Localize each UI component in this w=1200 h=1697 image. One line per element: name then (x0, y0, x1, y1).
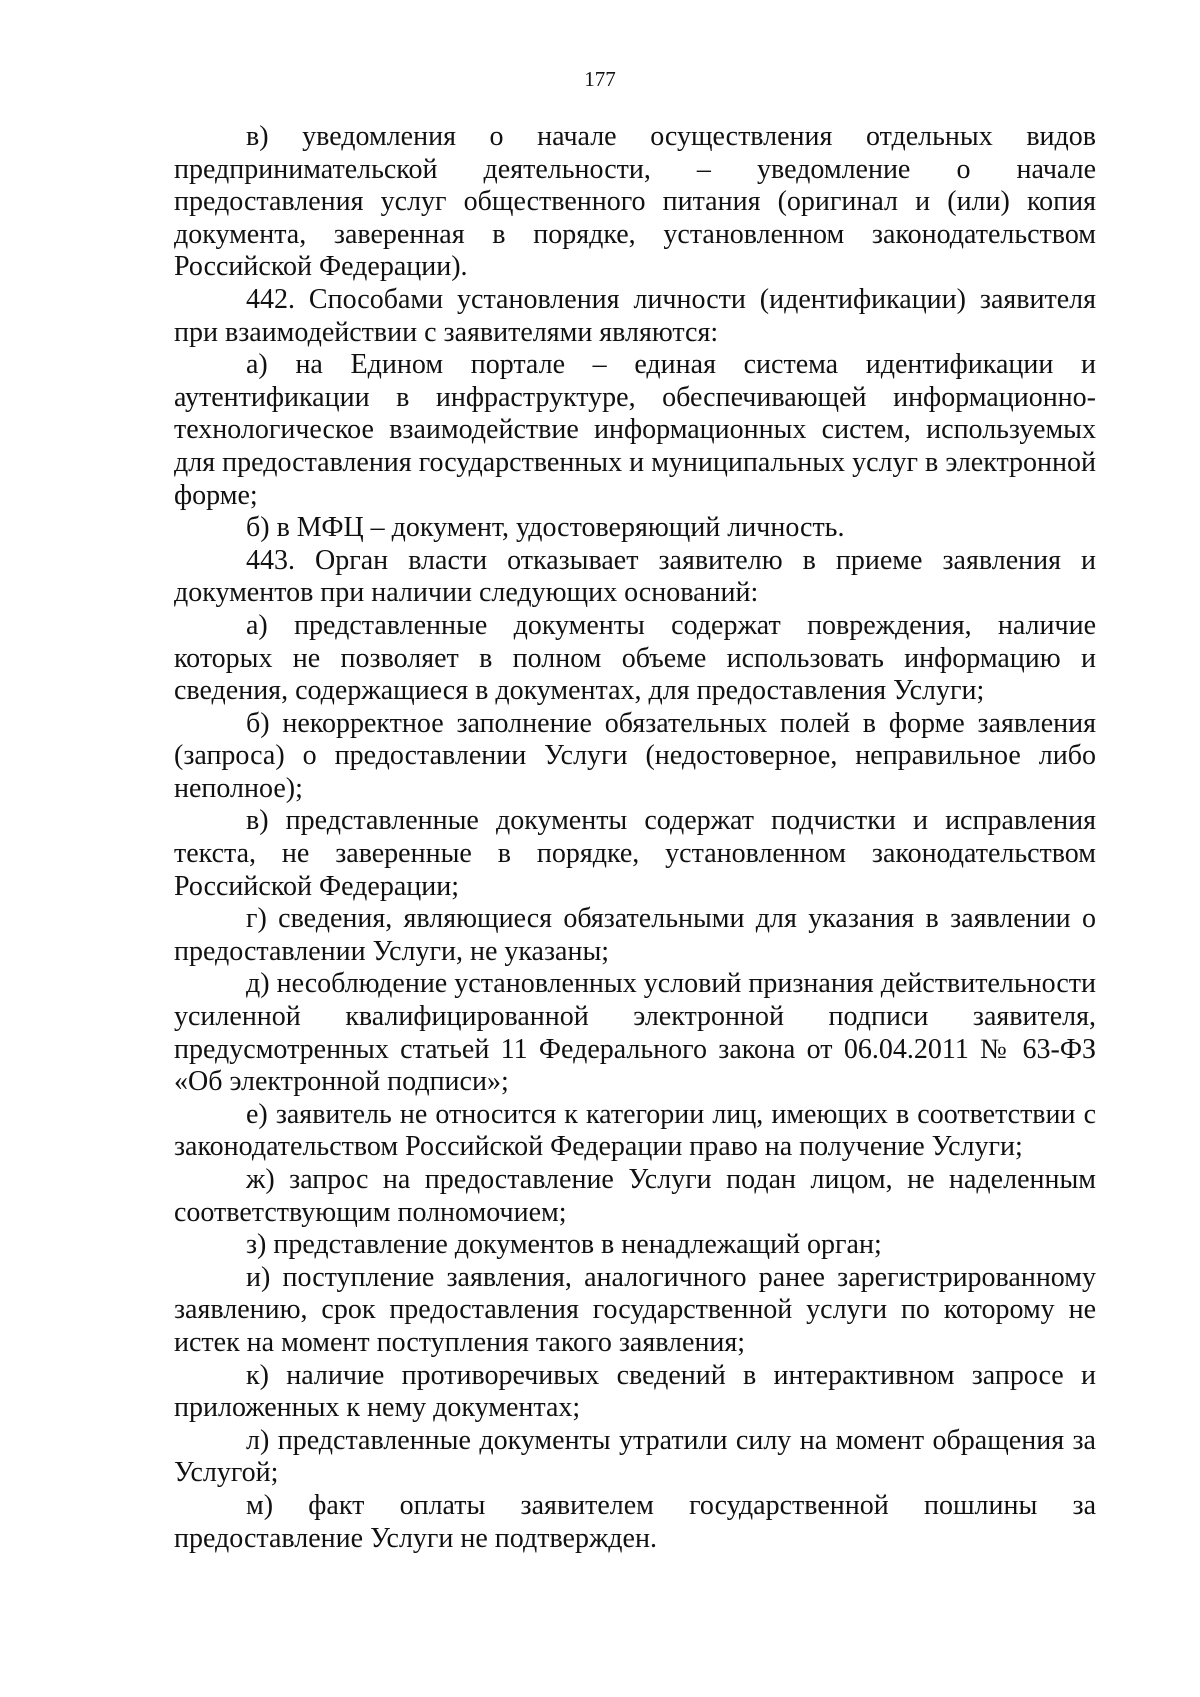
document-body (174, 121, 1096, 1555)
paragraph-442-item-b: б) в МФЦ – документ, удостоверяющий личность. (246, 512, 845, 544)
paragraph-443-item-zh: ж) запрос на предоставление Услуги подан лицом, не наделенным соответствующим полномочием; (174, 1164, 1096, 1228)
paragraph-section-443: 443. Орган власти отказывает заявителю в приеме заявления и документов при наличии следующих оснований: (174, 544, 1096, 609)
paragraph-443-item-a: а) представленные документы содержат повреждения, наличие которых не позволяет в полном объеме использовать информацию и сведения, содержащиеся в документах, для предоставления Услуги; (174, 609, 1096, 707)
paragraph-443-item-i: и) поступление заявления, аналогичного ранее зарегистрированному заявлению, срок предоставления государственной услуги по которому не истек на момент поступления такого заявления; (174, 1261, 1096, 1358)
paragraph-notification-list-item-v: в) уведомления о начале осуществления отдельных видов предпринимательской деятельности, – уведомление о начале предоставления услуг общественного питания (оригинал и (или) копия документа, заверенная в порядке, установленном законодательством Российской Федерации). (174, 121, 1096, 283)
paragraph-443-item-b: б) некорректное заполнение обязательных полей в форме заявления (запроса) о предоставлении Услуги (недостоверное, неправильное либо неполное); (174, 707, 1096, 804)
paragraph-section-442: 442. Способами установления личности (идентификации) заявителя при взаимодействии с заявителями являются: (174, 283, 1096, 348)
page-number: 177 (584, 67, 616, 91)
paragraph-443-item-l: л) представленные документы утратили силу на момент обращения за Услугой; (174, 1424, 1096, 1489)
paragraph-443-item-v: в) представленные документы содержат подчистки и исправления текста, не заверенные в порядке, установленном законодательством Российской Федерации; (174, 805, 1096, 902)
paragraph-443-item-d: д) несоблюдение установленных условий признания действительности усиленной квалифицированной электронной подписи заявителя, предусмотренных статьей 11 Федерального закона от 06.04.2011 № 63-ФЗ «Об электронной подписи»; (174, 968, 1096, 1098)
paragraph-443-item-z: з) представление документов в ненадлежащий орган; (246, 1229, 882, 1261)
paragraph-443-item-e: е) заявитель не относится к категории лиц, имеющих в соответствии с законодательством Российской Федерации право на получение Услуги; (174, 1098, 1096, 1163)
paragraph-443-item-m: м) факт оплаты заявителем государственной пошлины за предоставление Услуги не подтвержден. (174, 1489, 1096, 1554)
paragraph-443-item-k: к) наличие противоречивых сведений в интерактивном запросе и приложенных к нему документах; (174, 1359, 1096, 1424)
paragraph-443-item-g: г) сведения, являющиеся обязательными для указания в заявлении о предоставлении Услуги, не указаны; (174, 903, 1096, 967)
paragraph-442-item-a: а) на Едином портале – единая система идентификации и аутентификации в инфраструктуре, обеспечивающей информационно-технологическое взаимодействие информационных систем, используемых для предоставления государственных и муниципальных услуг в электронной форме; (174, 349, 1096, 511)
